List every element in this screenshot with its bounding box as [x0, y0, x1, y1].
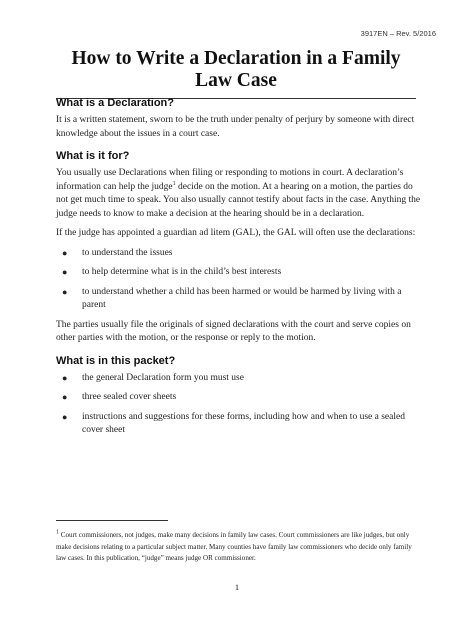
para-text: You usually use Declarations when filing or responding to motions in court. A declaration’s information can help the judge — [56, 168, 404, 192]
bullet-icon: ● — [62, 286, 68, 297]
list-item-text: to help determine what is in the child’s best interests — [82, 267, 282, 277]
bullet-list — [56, 372, 422, 438]
bullet-icon: ● — [62, 247, 68, 258]
footnote-separator — [56, 520, 168, 521]
footnote-reference[interactable]: 1 — [172, 180, 176, 187]
list-item — [56, 372, 422, 386]
list-item-text: instructions and suggestions for these forms, including how and when to use a sealed cover sheet — [82, 411, 405, 435]
bullet-icon: ● — [62, 411, 68, 422]
list-item — [56, 391, 422, 405]
footnote-text: Court commissioners, not judges, make many decisions in family law cases. Court commissioners are like judges, but only make decisions relating to a particular subject matter. Many counties have family law commissioners who decide only family law cases. In this publication, “judge” means judge OR commissioner. — [56, 531, 412, 562]
section-what-for — [56, 150, 422, 346]
bullet-icon: ● — [62, 392, 68, 402]
list-item — [56, 266, 422, 280]
para-text: decide on the motion. At a hearing on a motion, the parties do not get much time to speak. You also usually cannot testify about facts in the case. Anything the judge needs to know to make a decision at the hearing should be in a declaration. — [56, 181, 421, 219]
list-item-text: to understand the issues — [82, 247, 173, 258]
list-item-text: to understand whether a child has been harmed or would be harmed by living with a parent — [82, 286, 402, 310]
section-paragraph: The parties usually file the originals of signed declarations with the court and serve copies on other parties with the motion, or the response or reply to the motion. — [56, 319, 411, 343]
section-heading: What is in this packet? — [56, 354, 176, 367]
footnote — [56, 530, 422, 565]
section-heading: What is it for? — [56, 150, 130, 162]
title-block — [56, 48, 416, 99]
section-paragraph: If the judge has appointed a guardian ad litem (GAL), the GAL will often use the declarations: — [56, 228, 416, 238]
section-paragraph — [56, 167, 422, 221]
list-item — [56, 286, 422, 313]
bullet-list — [56, 247, 422, 313]
list-item — [56, 411, 422, 438]
list-item — [56, 247, 422, 261]
page-number: 1 — [234, 582, 240, 592]
bullet-icon: ● — [62, 372, 68, 383]
bullet-icon: ● — [62, 267, 68, 277]
form-code: 3917EN – Rev. 5/2016 — [360, 29, 436, 38]
section-paragraph: It is a written statement, sworn to be the truth under penalty of perjury by someone with direct knowledge about the issues in a court case. — [56, 115, 415, 139]
list-item-text: three sealed cover sheets — [82, 392, 177, 402]
list-item-text: the general Declaration form you must use — [82, 372, 244, 383]
footnote-marker: 1 — [56, 529, 59, 536]
page-title: How to Write a Declaration in a Family Law Case — [71, 48, 401, 91]
section-what-is — [56, 97, 422, 141]
section-packet — [56, 355, 422, 438]
section-heading: What is a Declaration? — [56, 97, 174, 109]
main-content — [56, 97, 422, 447]
